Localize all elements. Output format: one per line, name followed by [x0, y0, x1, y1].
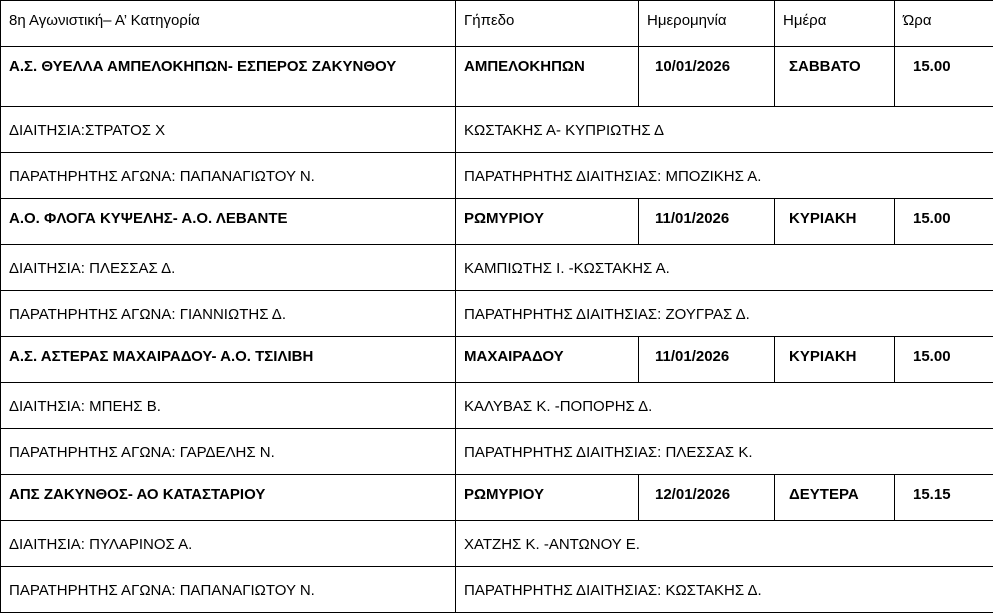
match-time: 15.00 [895, 337, 993, 383]
officials-row [1, 521, 993, 567]
match-observer: ΠΑΡΑΤΗΡΗΤΗΣ ΑΓΩΝΑ: ΠΑΠΑΝΑΓΙΩΤΟΥ Ν. [1, 567, 456, 613]
referee-observer: ΠΑΡΑΤΗΡΗΤΗΣ ΔΙΑΙΤΗΣΙΑΣ: ΠΛΕΣΣΑΣ Κ. [456, 429, 993, 475]
match-row [1, 47, 993, 107]
assistant-referees: ΧΑΤΖΗΣ Κ. -ΑΝΤΩΝΟΥ Ε. [456, 521, 993, 567]
match-date: 12/01/2026 [639, 475, 775, 521]
observers-row [1, 429, 993, 475]
referee: ΔΙΑΙΤΗΣΙΑ:ΣΤΡΑΤΟΣ Χ [1, 107, 456, 153]
match-day: ΚΥΡΙΑΚΗ [775, 199, 895, 245]
match-time: 15.00 [895, 199, 993, 245]
match-venue: ΜΑΧΑΙΡΑΔΟΥ [456, 337, 639, 383]
observers-row [1, 153, 993, 199]
header-venue: Γήπεδο [456, 1, 639, 47]
match-day: ΣΑΒΒΑΤΟ [775, 47, 895, 107]
match-venue: ΡΩΜΥΡΙΟΥ [456, 199, 639, 245]
header-round: 8η Αγωνιστική– Α’ Κατηγορία [1, 1, 456, 47]
match-teams: Α.Σ. ΘΥΕΛΛΑ ΑΜΠΕΛΟΚΗΠΩΝ- ΕΣΠΕΡΟΣ ΖΑΚΥΝΘΟΥ [1, 47, 456, 107]
match-venue: ΡΩΜΥΡΙΟΥ [456, 475, 639, 521]
referee: ΔΙΑΙΤΗΣΙΑ: ΠΛΕΣΣΑΣ Δ. [1, 245, 456, 291]
referee: ΔΙΑΙΤΗΣΙΑ: ΜΠΕΗΣ Β. [1, 383, 456, 429]
header-time: Ώρα [895, 1, 993, 47]
match-date: 11/01/2026 [639, 337, 775, 383]
match-teams: Α.Σ. ΑΣΤΕΡΑΣ ΜΑΧΑΙΡΑΔΟΥ- Α.Ο. ΤΣΙΛΙΒΗ [1, 337, 456, 383]
match-venue: ΑΜΠΕΛΟΚΗΠΩΝ [456, 47, 639, 107]
match-row [1, 337, 993, 383]
observers-row [1, 567, 993, 613]
match-time: 15.00 [895, 47, 993, 107]
assistant-referees: ΚΑΜΠΙΩΤΗΣ Ι. -ΚΩΣΤΑΚΗΣ Α. [456, 245, 993, 291]
officials-row [1, 245, 993, 291]
match-observer: ΠΑΡΑΤΗΡΗΤΗΣ ΑΓΩΝΑ: ΓΑΡΔΕΛΗΣ Ν. [1, 429, 456, 475]
referee: ΔΙΑΙΤΗΣΙΑ: ΠΥΛΑΡΙΝΟΣ Α. [1, 521, 456, 567]
match-date: 10/01/2026 [639, 47, 775, 107]
officials-row [1, 107, 993, 153]
referee-observer: ΠΑΡΑΤΗΡΗΤΗΣ ΔΙΑΙΤΗΣΙΑΣ: ΜΠΟΖΙΚΗΣ Α. [456, 153, 993, 199]
header-date: Ημερομηνία [639, 1, 775, 47]
match-observer: ΠΑΡΑΤΗΡΗΤΗΣ ΑΓΩΝΑ: ΓΙΑΝΝΙΩΤΗΣ Δ. [1, 291, 456, 337]
observers-row [1, 291, 993, 337]
match-row [1, 475, 993, 521]
match-date: 11/01/2026 [639, 199, 775, 245]
referee-observer: ΠΑΡΑΤΗΡΗΤΗΣ ΔΙΑΙΤΗΣΙΑΣ: ΚΩΣΤΑΚΗΣ Δ. [456, 567, 993, 613]
officials-row [1, 383, 993, 429]
assistant-referees: ΚΑΛΥΒΑΣ Κ. -ΠΟΠΟΡΗΣ Δ. [456, 383, 993, 429]
match-day: ΚΥΡΙΑΚΗ [775, 337, 895, 383]
match-teams: ΑΠΣ ΖΑΚΥΝΘΟΣ- ΑΟ ΚΑΤΑΣΤΑΡΙΟΥ [1, 475, 456, 521]
match-row [1, 199, 993, 245]
header-row [1, 1, 993, 47]
match-observer: ΠΑΡΑΤΗΡΗΤΗΣ ΑΓΩΝΑ: ΠΑΠΑΝΑΓΙΩΤΟΥ Ν. [1, 153, 456, 199]
match-time: 15.15 [895, 475, 993, 521]
referee-observer: ΠΑΡΑΤΗΡΗΤΗΣ ΔΙΑΙΤΗΣΙΑΣ: ΖΟΥΓΡΑΣ Δ. [456, 291, 993, 337]
match-teams: Α.Ο. ΦΛΟΓΑ ΚΥΨΕΛΗΣ- Α.Ο. ΛΕΒΑΝΤΕ [1, 199, 456, 245]
header-day: Ημέρα [775, 1, 895, 47]
assistant-referees: ΚΩΣΤΑΚΗΣ Α- ΚΥΠΡΙΩΤΗΣ Δ [456, 107, 993, 153]
match-day: ΔΕΥΤΕΡΑ [775, 475, 895, 521]
